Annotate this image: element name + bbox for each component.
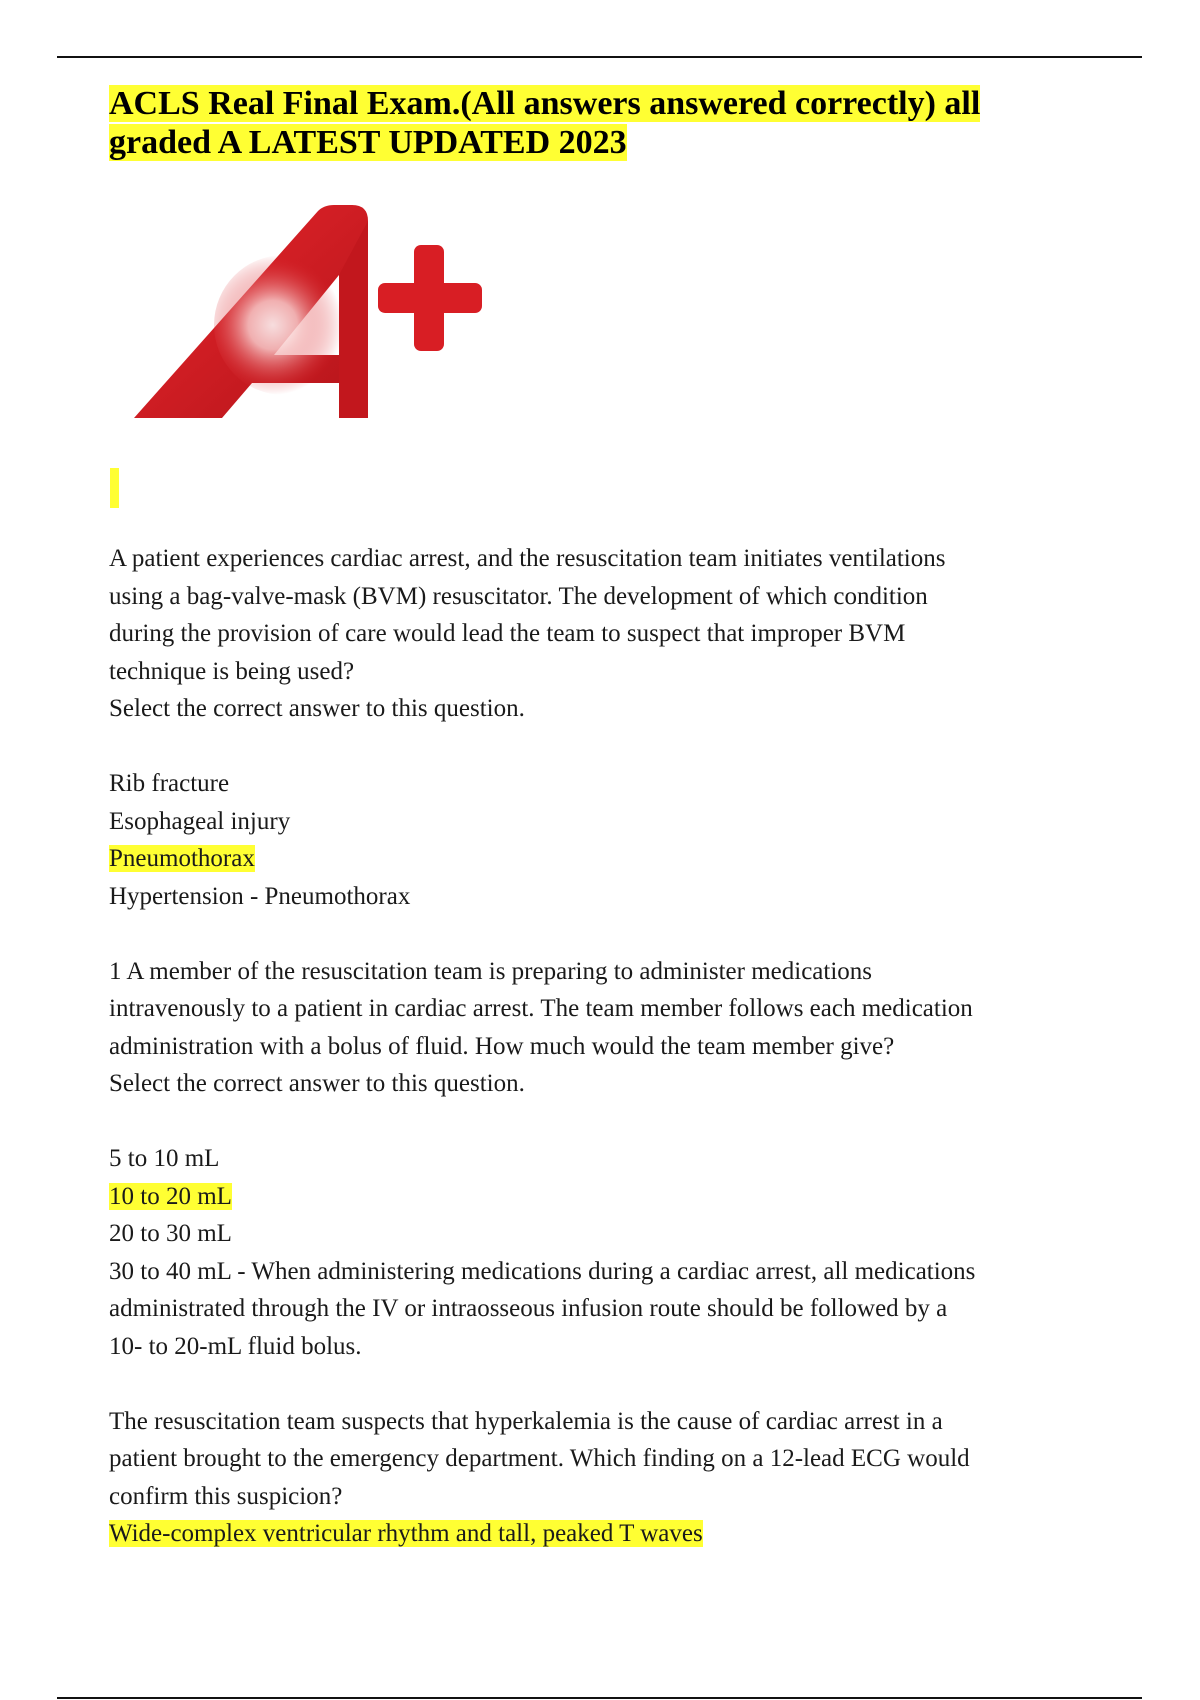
question-1-option-correct: [109, 840, 1109, 878]
question-1-instruction: Select the correct answer to this question.: [109, 695, 525, 722]
spacer: [109, 728, 1109, 766]
question-2: [109, 953, 1109, 1366]
question-2-stem-line: 1 A member of the resuscitation team is preparing to administer medications: [109, 957, 873, 985]
question-2-answer-key: 30 to 40 mL - When administering medications during a cardiac arrest, all medications: [109, 1257, 976, 1285]
question-2-option: 5 to 10 mL: [109, 1145, 220, 1172]
question-1-option: Esophageal injury: [109, 807, 291, 835]
bottom-rule: [57, 1697, 1142, 1699]
question-2-answer-key: 10- to 20-mL fluid bolus.: [109, 1332, 362, 1360]
top-rule: [57, 56, 1142, 58]
question-1-stem-line: A patient experiences cardiac arrest, and the resuscitation team initiates ventilations: [109, 545, 946, 572]
question-3-stem-line: patient brought to the emergency department. Which finding on a 12-lead ECG would: [109, 1445, 970, 1472]
question-2-option-correct: [109, 1178, 1109, 1216]
document-title: [109, 84, 1109, 162]
title-line-2: graded A LATEST UPDATED 2023: [109, 124, 627, 161]
a-plus-logo-icon: [134, 205, 494, 425]
question-list: [109, 540, 1109, 1553]
question-2-answer-key: administrated through the IV or intraosseous infusion route should be followed by a: [109, 1295, 948, 1322]
question-3-stem-line: confirm this suspicion?: [109, 1482, 343, 1510]
highlight-marker: [110, 468, 119, 508]
question-3: [109, 1403, 1109, 1553]
document-header: [109, 84, 1109, 162]
question-2-instruction: Select the correct answer to this question.: [109, 1070, 525, 1097]
question-1-option: Rib fracture: [109, 770, 230, 797]
title-line-1: ACLS Real Final Exam.(All answers answered correctly) all: [109, 85, 981, 122]
question-1-answer-key: Hypertension - Pneumothorax: [109, 882, 411, 910]
question-1-stem-line: during the provision of care would lead the team to suspect that improper BVM: [109, 620, 906, 647]
spacer: [109, 1365, 1109, 1403]
question-2-stem-line: administration with a bolus of fluid. How much would the team member give?: [109, 1032, 895, 1060]
question-3-stem-line: The resuscitation team suspects that hyperkalemia is the cause of cardiac arrest in a: [109, 1407, 943, 1435]
spacer: [109, 1103, 1109, 1141]
question-2-stem-line: intravenously to a patient in cardiac arrest. The team member follows each medication: [109, 995, 973, 1022]
correct-answer-highlight: Wide-complex ventricular rhythm and tall, peaked T waves: [109, 1520, 703, 1547]
question-1-stem-line: using a bag-valve-mask (BVM) resuscitator. The development of which condition: [109, 582, 928, 610]
question-1: [109, 540, 1109, 915]
correct-answer-highlight: Pneumothorax: [109, 845, 255, 872]
correct-answer-highlight: 10 to 20 mL: [109, 1182, 232, 1210]
question-3-answer: [109, 1515, 1109, 1553]
spacer: [109, 915, 1109, 953]
question-2-option: 20 to 30 mL: [109, 1220, 232, 1247]
question-1-stem-line: technique is being used?: [109, 657, 355, 685]
